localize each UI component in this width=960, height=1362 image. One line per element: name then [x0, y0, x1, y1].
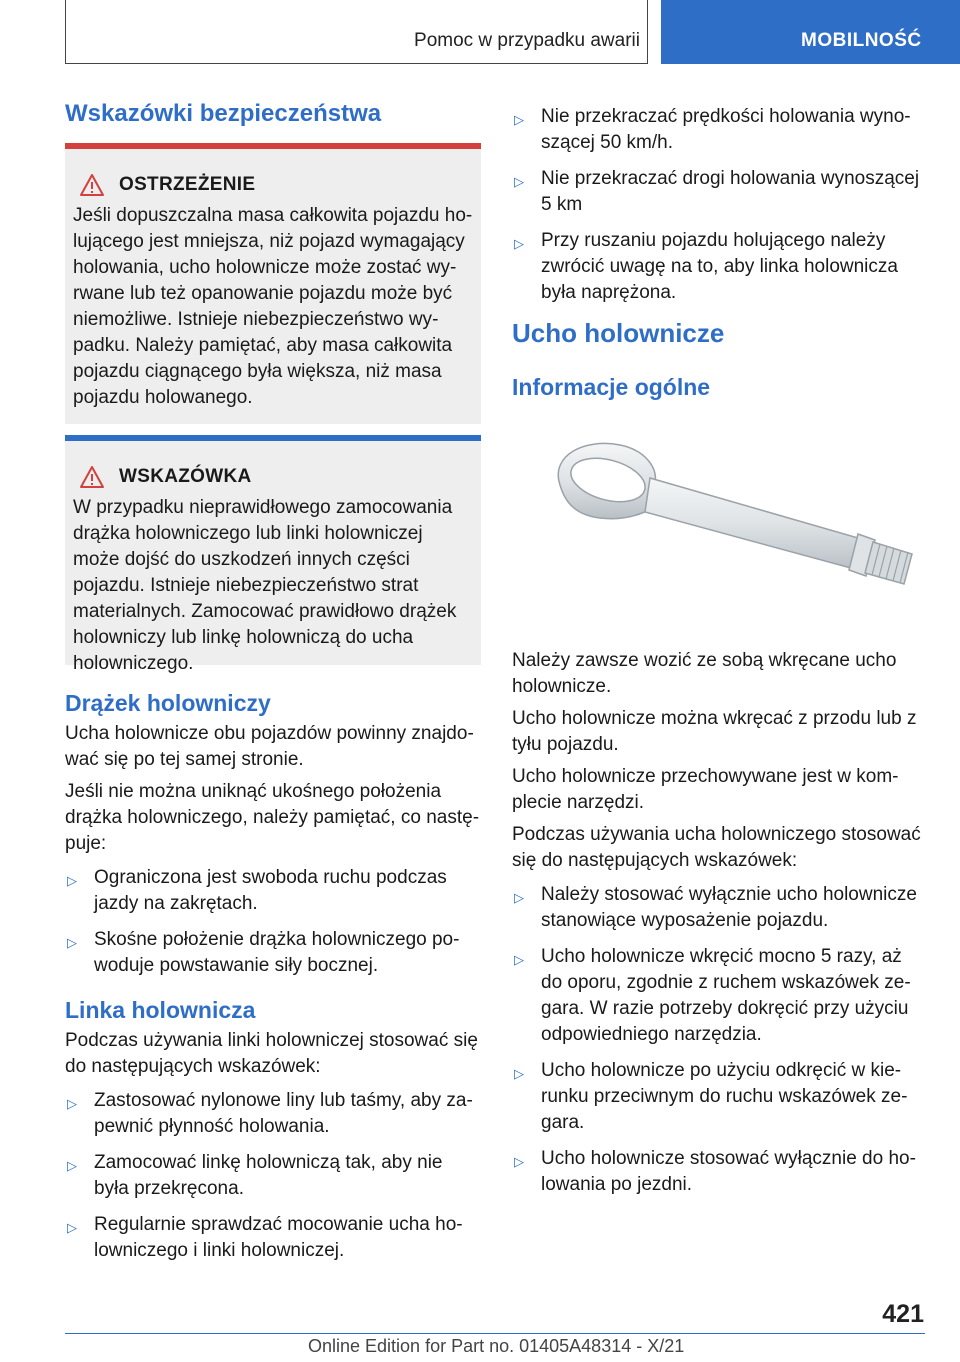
- caution-triangle-icon: [79, 465, 105, 489]
- warning-box: [65, 143, 481, 424]
- tow-rope-heading: Linka holownicza: [65, 997, 256, 1023]
- hint-box: [65, 435, 481, 674]
- warning-label: OSTRZEŻENIE: [119, 174, 256, 195]
- hint-text: W przypadku nieprawidłowego zamocowania drążka holowniczego lub linki holowniczej może dojść do uszkodzeń innych części pojazdu. Istnieje niebezpieczeństwo strat materialnych. Zamocować prawidłowo drążek holowniczy lub linkę holowniczą do ucha holowniczego.: [73, 497, 457, 674]
- tow-eye-heading: Ucho holownicze: [512, 318, 725, 348]
- bullet-triangle-icon: ▷: [514, 236, 524, 251]
- footer-divider: [65, 1333, 925, 1334]
- section-title-safety: Wskazówki bezpieczeństwa: [65, 100, 382, 127]
- bullet-triangle-icon: ▷: [514, 952, 524, 967]
- list-item: ▷ Przy ruszaniu pojazdu holującego należy zwrócić uwagę na to, aby linka holownicza była naprężona.: [514, 230, 898, 303]
- hint-label: WSKAZÓWKA: [119, 466, 252, 487]
- list-item: ▷ Nie przekraczać drogi holowania wynoszącej 5 km: [514, 168, 920, 215]
- bullet-triangle-icon: ▷: [67, 873, 77, 888]
- tow-bar-section: [65, 690, 481, 989]
- bullet-triangle-icon: ▷: [67, 1220, 77, 1235]
- bullet-triangle-icon: ▷: [514, 890, 524, 905]
- tow-bar-para-1: Ucha holownicze obu pojazdów powinny znajdować się po tej samej stronie.: [65, 723, 474, 770]
- list-item: ▷ Należy stosować wyłącznie ucho holownicze stanowiące wyposażenie pojazdu.: [514, 884, 917, 931]
- bullet-triangle-icon: ▷: [514, 1154, 524, 1169]
- bullet-triangle-icon: ▷: [67, 1096, 77, 1111]
- tow-eye-info: [512, 648, 926, 1208]
- bullet-triangle-icon: ▷: [67, 1158, 77, 1173]
- list-item: ▷ Zastosować nylonowe liny lub taśmy, aby zapewnić płynność holowania.: [67, 1090, 473, 1137]
- info-para: Ucho holownicze można wkręcać z przodu lub z tyłu pojazdu.: [512, 708, 917, 755]
- list-item: ▷ Nie przekraczać prędkości holowania wynoszącej 50 km/h.: [514, 106, 911, 153]
- tow-bar-para-2: Jeśli nie można uniknąć ukośnego położenia drążka holowniczego, należy pamiętać, co następuje:: [65, 781, 480, 854]
- tow-rope-section: [65, 997, 481, 1274]
- warning-text: Jeśli dopuszczalna masa całkowita pojazdu holującego jest mniejsza, niż pojazd wymagający holowania, ucho holownicze może zostać wyrwane lub też opanowanie pojazdu może być niemożliwe. Istnieje niebezpieczeństwo wypadku. Należy pamiętać, aby masa całkowita pojazdu ciągnącego była większa, niż masa pojazdu holowanego.: [73, 205, 473, 408]
- list-item: ▷ Zamocować linkę holowniczą tak, aby nie była przekręcona.: [67, 1152, 443, 1199]
- bullet-triangle-icon: ▷: [514, 112, 524, 127]
- list-item: ▷ Skośne położenie drążka holowniczego powoduje powstawanie siły bocznej.: [67, 929, 460, 976]
- info-para: Podczas używania ucha holowniczego stosować się do następujących wskazówek:: [512, 824, 921, 871]
- list-item: ▷ Ograniczona jest swoboda ruchu podczas jazdy na zakrętach.: [67, 867, 447, 914]
- bullet-triangle-icon: ▷: [514, 1066, 524, 1081]
- list-item: ▷ Regularnie sprawdzać mocowanie ucha holowniczego i linki holowniczej.: [67, 1214, 463, 1261]
- page-number: 421: [882, 1300, 924, 1328]
- info-para: Należy zawsze wozić ze sobą wkręcane ucho holownicze.: [512, 650, 897, 697]
- tow-rules-list: [512, 104, 924, 316]
- general-info-heading: Informacje ogólne: [512, 374, 711, 400]
- list-item: ▷ Ucho holownicze stosować wyłącznie do holowania po jezdni.: [514, 1148, 916, 1195]
- tow-bar-heading: Drążek holowniczy: [65, 690, 271, 716]
- header-chapter-tab: MOBILNOŚĆ: [661, 0, 960, 64]
- list-item: ▷ Ucho holownicze po użyciu odkręcić w kierunku przeciwnym do ruchu wskazówek zegara.: [514, 1060, 908, 1133]
- info-para: Ucho holownicze przechowywane jest w komplecie narzędzi.: [512, 766, 899, 813]
- tow-rope-para: Podczas używania linki holowniczej stosować się do następujących wskazówek:: [65, 1030, 478, 1077]
- footer-edition: Online Edition for Part no. 01405A48314 - X/21: [308, 1336, 685, 1356]
- warning-triangle-icon: [79, 173, 105, 197]
- list-item: ▷ Ucho holownicze wkręcić mocno 5 razy, aż do oporu, zgodnie z ruchem wskazówek zegara. W razie potrzeby dokręcić przy użyciu odpowiedniego narzędzia.: [514, 946, 911, 1045]
- tow-eye-illustration: [540, 430, 930, 620]
- header-section-title: Pomoc w przypadku awarii: [414, 30, 640, 51]
- bullet-triangle-icon: ▷: [514, 174, 524, 189]
- bullet-triangle-icon: ▷: [67, 935, 77, 950]
